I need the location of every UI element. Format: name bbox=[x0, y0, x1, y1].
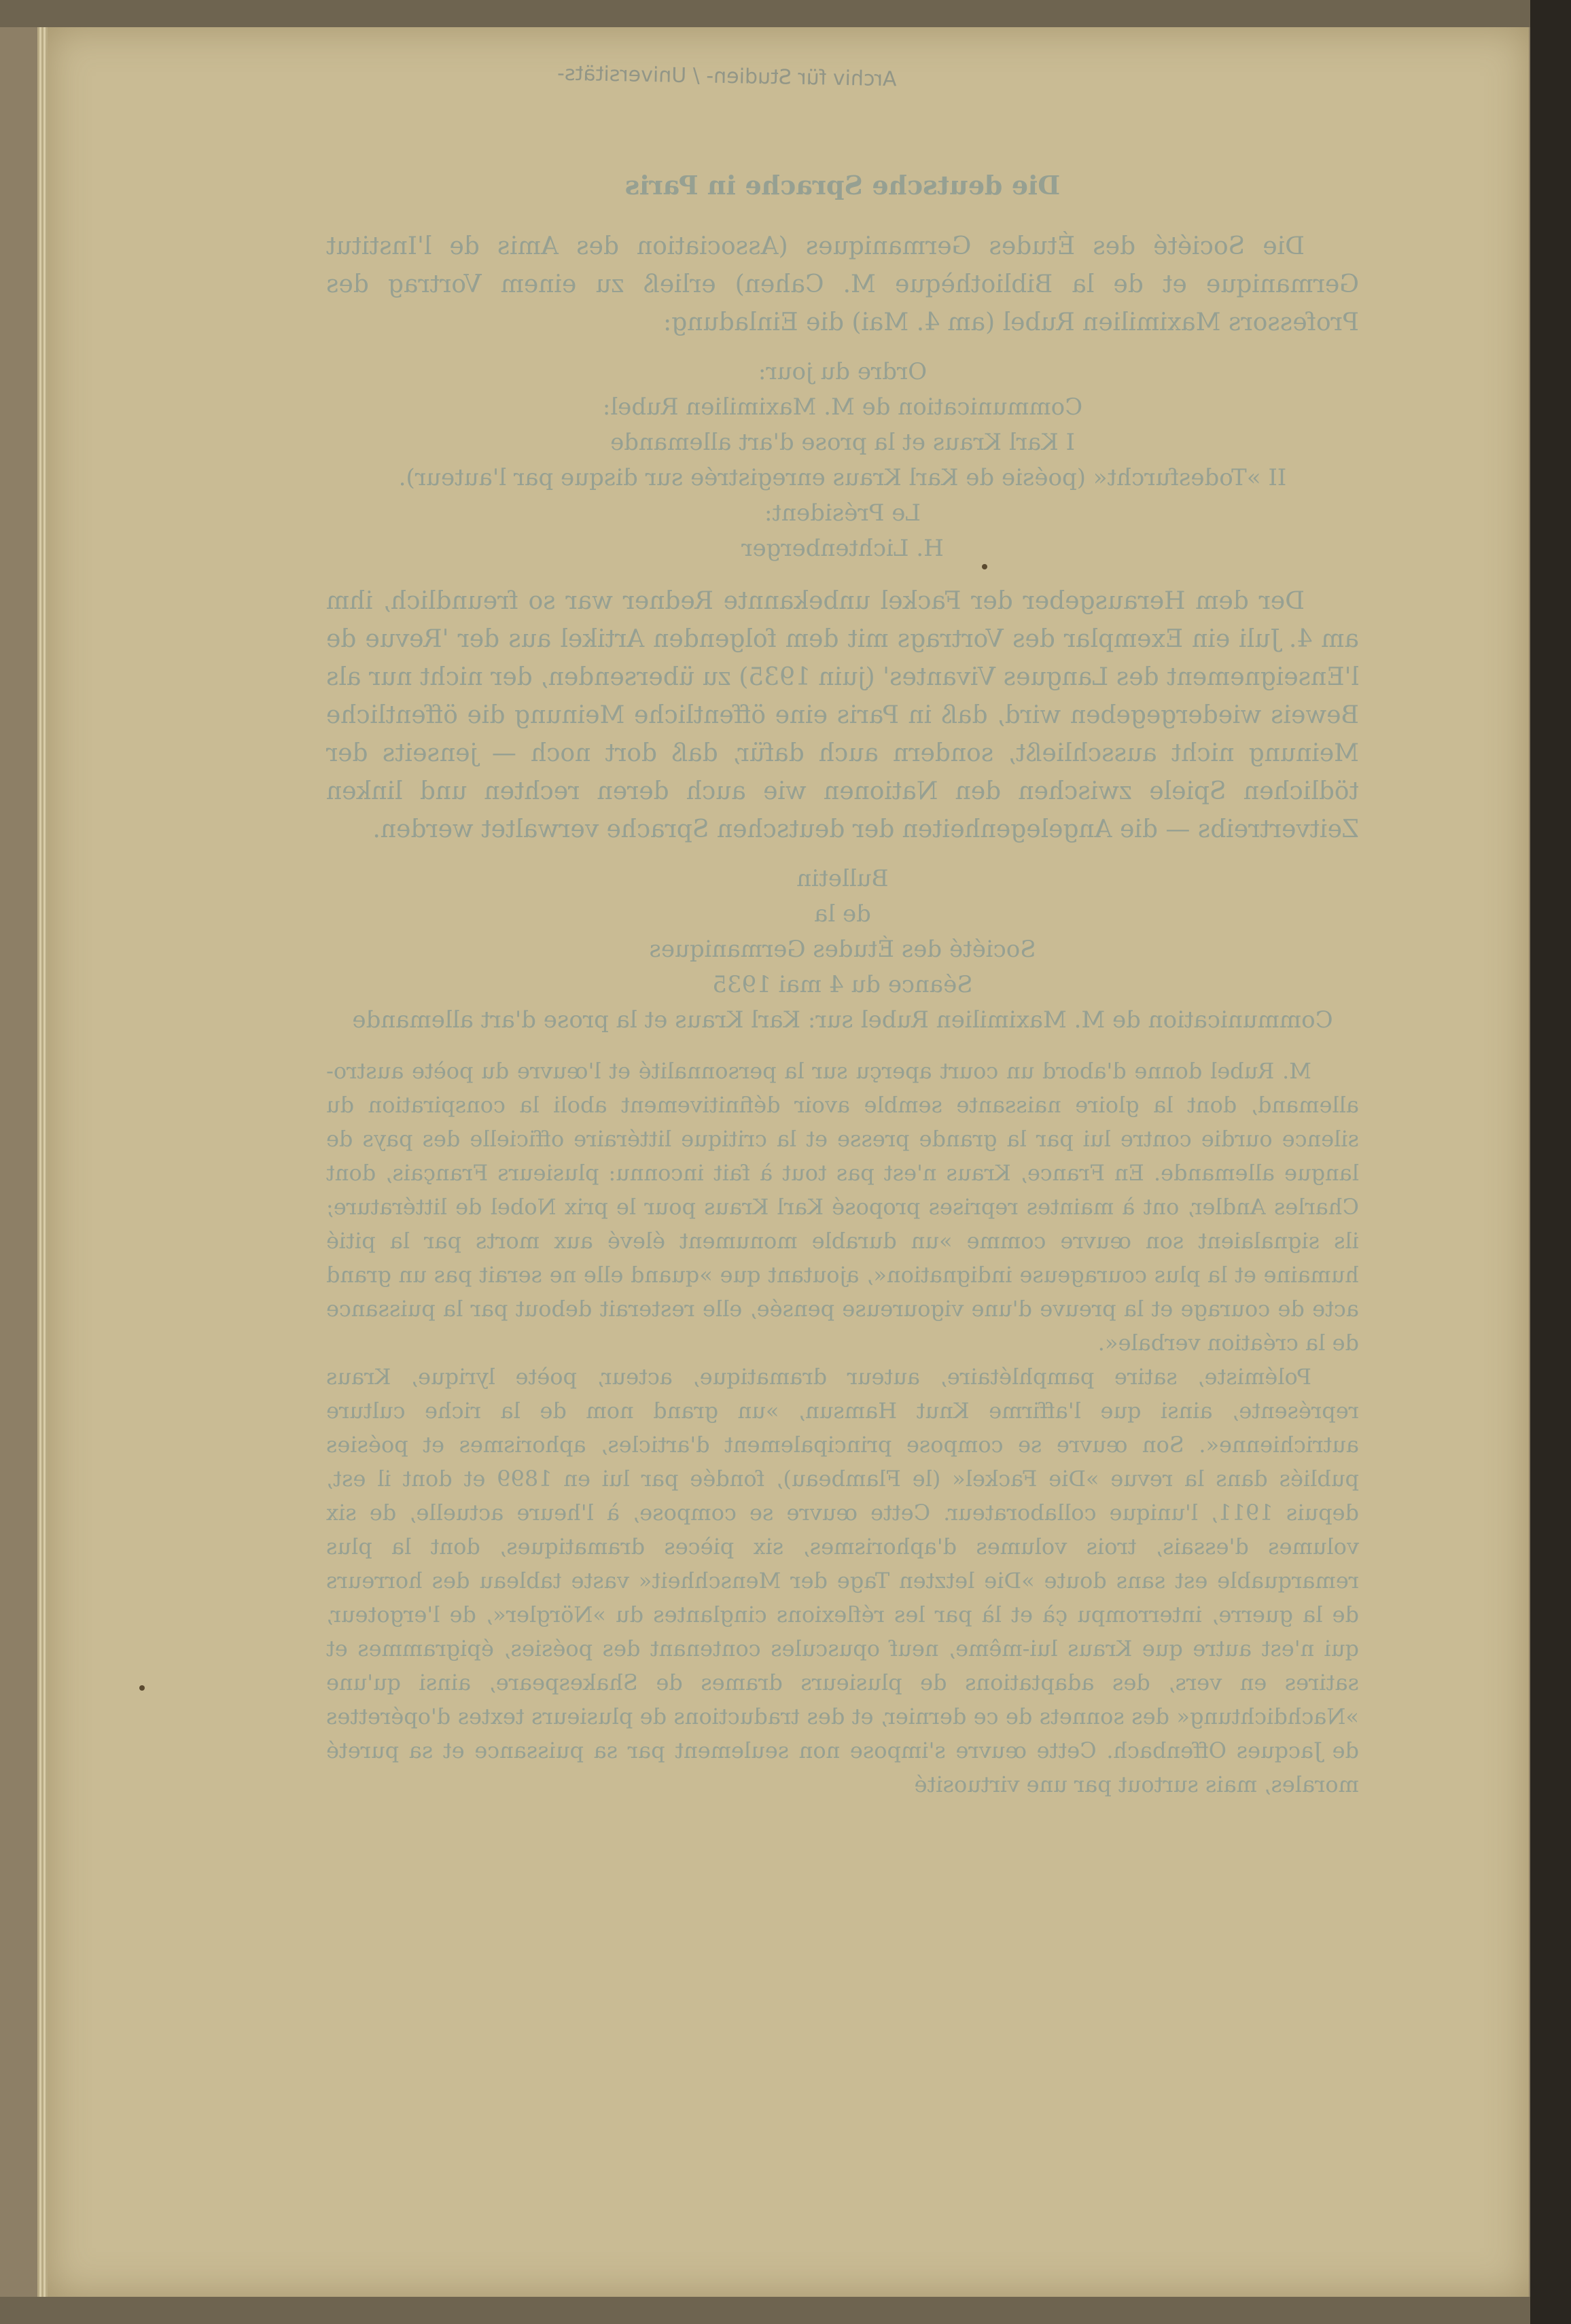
invitation-line: Communication de M. Maximilien Rubel: bbox=[602, 393, 1083, 421]
invitation-line: I Karl Kraus et la prose d'art allemande bbox=[610, 429, 1075, 456]
book-binding bbox=[1530, 0, 1571, 2324]
bulletin-line: Séance du 4 mai 1935 bbox=[712, 971, 973, 998]
invitation-line: Le Président: bbox=[764, 499, 921, 527]
scan-bottom-margin bbox=[0, 2297, 1571, 2324]
bulletin-line: Bulletin bbox=[796, 865, 889, 892]
body-paragraph: Der dem Herausgeber der Fackel unbekannte Redner war so freundlich, ihm am 4. Juli ein Exemplar des Vortrags mit dem folgenden Artikel aus der 'Revue de l'Enseignement des Langues Vivantes' (juin 1935) zu übersenden, der nicht nur als Beweis wiedergegeben wird, daß in Paris eine öffentliche Meinung die öffentliche Meinung nicht ausschließt, sondern auch dafür, daß dort noch — jenseits der tödlichen Spiele zwischen den Nationen wie auch deren rechten und linken Zeitvertreibs — die Angelegenheiten der deutschen Sprache verwaltet werden. bbox=[326, 587, 1359, 843]
pencil-note: Archiv für Studien- / Universitäts- bbox=[557, 61, 897, 92]
bulletin-line: Communication de M. Maximilien Rubel sur: Karl Kraus et la prose d'art allemande bbox=[352, 1006, 1333, 1034]
invitation-line: H. Lichtenberger bbox=[741, 535, 944, 562]
intro-paragraph: Die Société des Études Germaniques (Association des Amis de l'Institut Germanique et de la Bibliothèque M. Cahen) erließ zu einem Vortrag des Professors Maximilien Rubel (am 4. Mai) die Einladung: bbox=[326, 232, 1359, 336]
article-title: Die deutsche Sprache in Paris bbox=[624, 170, 1061, 200]
bleed-through-text bbox=[326, 170, 1359, 1801]
bulletin-line: de la bbox=[814, 900, 871, 928]
body-paragraph: Polémiste, satire pamphlétaire, auteur dramatique, acteur, poète lyrique, Kraus représente, ainsi que l'affirme Knut Hamsun, »un grand nom de la riche culture autrichienne«. Son œuvre se compose principalement d'articles, aphorismes et poésies publiés dans la revue »Die Fackel« (le Flambeau), fondée par lui en 1899 et dont il est, depuis 1911, l'unique collaborateur. Cette œuvre se compose, à l'heure actuelle, de six volumes d'essais, trois volumes d'aphorismes, six pièces dramatiques, dont la plus remarquable est sans doute »Die letzten Tage der Menschheit« vaste tableau des horreurs de la guerre, interrompu çà et là par les réflexions cinglantes du »Nörgler«, de l'ergoteur, qui n'est autre que Kraus lui-même, neuf opuscules contenant des poésies, épigrammes et satires en vers, des adaptations de plusieurs drames de Shakespeare, ainsi qu'une »Nachdichtung« des sonnets de ce dernier, et des traductions de plusieurs textes d'opérettes de Jacques Offenbach. Cette œuvre s'impose non seulement par sa puissance et sa pureté morales, mais surtout par une virtuosité bbox=[326, 1364, 1359, 1797]
scan-top-margin bbox=[0, 0, 1571, 27]
ink-spot bbox=[139, 1685, 145, 1691]
invitation-line: Ordre du jour: bbox=[758, 358, 928, 385]
bulletin-line: Société des Études Germaniques bbox=[649, 936, 1036, 963]
invitation-line: II »Todesfurcht« (poésie de Karl Kraus enregistrée sur disque par l'auteur). bbox=[398, 464, 1287, 491]
body-paragraph: M. Rubel donne d'abord un court aperçu sur la personnalité et l'œuvre du poète austro-allemand, dont la gloire naissante semble avoir définitivement aboli la conspiration du silence ourdie contre lui par la grande presse et la critique littéraire officielle des pays de langue allemande. En France, Kraus n'est pas tout à fait inconnu: plusieurs Français, dont Charles Andler, ont à maintes reprises proposé Karl Kraus pour le prix Nobel de littérature; ils signalaient son œuvre comme »un durable monument élevé aux morts par la pitié humaine et la plus courageuse indignation«, ajoutant que »quand elle ne serait pas un grand acte de courage et la preuve d'une vigoureuse pensée, elle resterait debout par la puissance de la création verbale«. bbox=[326, 1058, 1359, 1356]
